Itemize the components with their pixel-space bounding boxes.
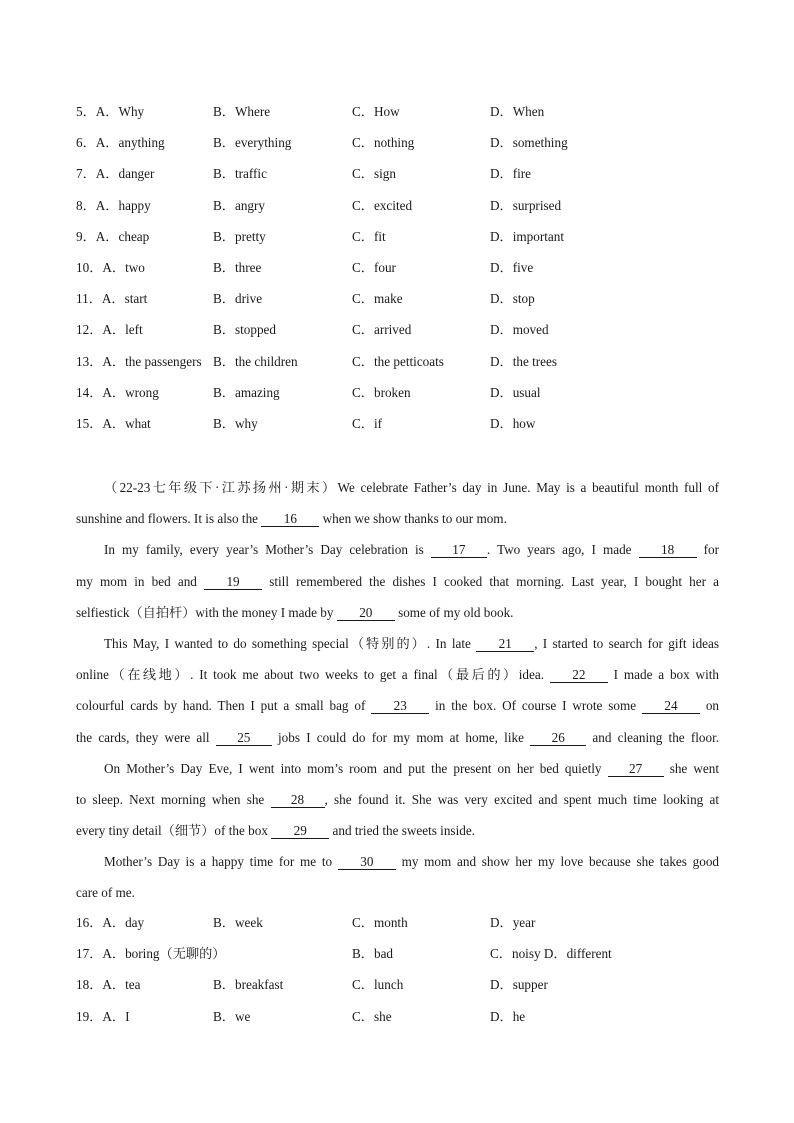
option-b: B．breakfast xyxy=(213,977,284,993)
blank-19: 19 xyxy=(204,575,262,590)
option-b: B．we xyxy=(213,1008,251,1024)
option-b: B．pretty xyxy=(213,228,266,244)
question-option-row xyxy=(76,196,736,216)
question-option-row xyxy=(76,944,736,964)
option-c: C．broken xyxy=(352,384,411,400)
passage-line: online（在线地）. It took me about two weeks to get a final（最后的）idea. 22 I made a box with xyxy=(76,667,720,683)
question-option-row xyxy=(76,1007,736,1027)
option-a: 15．A．what xyxy=(76,416,151,431)
option-b: B．amazing xyxy=(213,384,280,400)
option-a: 12．A．left xyxy=(76,322,143,338)
question-option-row xyxy=(76,164,736,184)
passage-line: every tiny detail（细节）of the box 29 and tried the sweets inside. xyxy=(76,823,475,839)
option-a: 8．A．happy xyxy=(76,197,151,213)
blank-27: 27 xyxy=(608,762,664,777)
option-a: 6．A．anything xyxy=(76,135,165,151)
blank-23: 23 xyxy=(371,699,429,714)
option-b: B．drive xyxy=(213,291,263,307)
option-b: B．angry xyxy=(213,197,266,213)
option-a: 5．A．Why xyxy=(76,104,145,119)
option-d: D．moved xyxy=(490,322,549,338)
blank-22: 22 xyxy=(550,668,608,683)
question-option-row xyxy=(76,352,736,372)
option-c: C．arrived xyxy=(352,322,412,338)
option-d: D．year xyxy=(490,915,536,930)
question-option-row xyxy=(76,383,736,403)
option-a: 11．A．start xyxy=(76,291,148,307)
option-d: D．When xyxy=(490,104,545,119)
question-option-row xyxy=(76,320,736,340)
passage-line: On Mother’s Day Eve, I went into mom’s room and put the present on her bed quietly 27 she went xyxy=(104,760,720,776)
passage-line: colourful cards by hand. Then I put a small bag of 23 in the box. Of course I wrote some 24 on xyxy=(76,698,720,714)
question-option-row xyxy=(76,258,736,278)
option-c: C．month xyxy=(352,915,408,930)
option-c: C．fit xyxy=(352,228,386,244)
option-b: B．week xyxy=(213,915,263,930)
option-d: D．usual xyxy=(490,384,541,400)
option-c: C．make xyxy=(352,291,403,307)
blank-21: 21 xyxy=(476,637,534,652)
passage-line: In my family, every year’s Mother’s Day celebration is 17 . Two years ago, I made 18 for xyxy=(104,542,720,558)
option-c: C．if xyxy=(352,416,383,431)
blank-29: 29 xyxy=(271,824,329,839)
blank-24: 24 xyxy=(642,699,700,714)
question-option-row xyxy=(76,414,736,434)
option-c: C．she xyxy=(352,1008,392,1024)
option-a: 14．A．wrong xyxy=(76,384,159,400)
option-d: D．the trees xyxy=(490,353,558,369)
option-a: 10．A．two xyxy=(76,260,145,275)
option-a: 18．A．tea xyxy=(76,977,141,993)
option-d: D．important xyxy=(490,228,564,244)
question-option-row xyxy=(76,975,736,995)
blank-25: 25 xyxy=(216,731,272,746)
option-c: C．four xyxy=(352,260,396,275)
option-b: B．bad xyxy=(352,946,394,962)
passage-line: selfiestick（自拍杆）with the money I made by 20 some of my old book. xyxy=(76,604,514,620)
blank-18: 18 xyxy=(639,543,697,558)
question-option-row xyxy=(76,289,736,309)
option-c-d: C．noisy D．different xyxy=(490,946,612,962)
blank-16: 16 xyxy=(261,512,319,527)
option-c: C．the petticoats xyxy=(352,353,444,369)
passage-line: Mother’s Day is a happy time for me to 30 my mom and show her my love because she takes good xyxy=(104,854,720,870)
option-b: B．three xyxy=(213,260,262,275)
option-d: D．stop xyxy=(490,291,535,307)
passage-line: care of me. xyxy=(76,885,135,901)
option-b: B．traffic xyxy=(213,166,267,182)
option-b: B．why xyxy=(213,416,258,431)
option-d: D．how xyxy=(490,416,536,431)
question-option-row xyxy=(76,227,736,247)
option-a: 7．A．danger xyxy=(76,166,155,182)
option-a: 16．A．day xyxy=(76,915,145,930)
blank-20: 20 xyxy=(337,606,395,621)
question-option-row xyxy=(76,913,736,933)
blank-17: 17 xyxy=(431,543,487,558)
option-b: B．Where xyxy=(213,104,271,119)
option-c: C．nothing xyxy=(352,135,415,151)
option-d: D．fire xyxy=(490,166,532,182)
option-d: D．supper xyxy=(490,977,548,993)
question-option-row xyxy=(76,102,736,122)
cloze-passage xyxy=(76,472,719,909)
question-option-row xyxy=(76,133,736,153)
option-a: 9．A．cheap xyxy=(76,228,150,244)
option-a: 19．A．I xyxy=(76,1008,130,1024)
passage-line: sunshine and flowers. It is also the 16 when we show thanks to our mom. xyxy=(76,511,507,527)
option-a: 17．A．boring（无聊的） xyxy=(76,946,226,962)
passage-line: my mom in bed and 19 still remembered the dishes I cooked that morning. Last year, I bought her a xyxy=(76,573,719,589)
passage-line: the cards, they were all 25 jobs I could do for my mom at home, like 26 and cleaning the floor. xyxy=(76,729,720,745)
blank-30: 30 xyxy=(338,855,396,870)
passage-line: to sleep. Next morning when she 28 , she found it. She was very excited and spent much time looking at xyxy=(76,791,720,807)
option-d: D．five xyxy=(490,260,534,275)
option-b: B．stopped xyxy=(213,322,277,338)
option-c: C．excited xyxy=(352,197,413,213)
option-b: B．everything xyxy=(213,135,292,151)
option-d: D．something xyxy=(490,135,568,151)
blank-28: 28 xyxy=(271,793,325,808)
passage-line: （22-23七年级下·江苏扬州·期末）We celebrate Father’s day in June. May is a beautiful month full of xyxy=(104,480,719,495)
option-d: D．surprised xyxy=(490,197,562,213)
option-b: B．the children xyxy=(213,353,298,369)
passage-line: This May, I wanted to do something special（特别的）. In late 21 , I started to search for gift ideas xyxy=(104,635,720,651)
option-a: 13．A．the passengers xyxy=(76,353,202,369)
option-c: C．lunch xyxy=(352,977,404,993)
option-c: C．sign xyxy=(352,166,396,182)
option-d: D．he xyxy=(490,1008,526,1024)
option-c: C．How xyxy=(352,104,400,119)
blank-26: 26 xyxy=(530,731,586,746)
